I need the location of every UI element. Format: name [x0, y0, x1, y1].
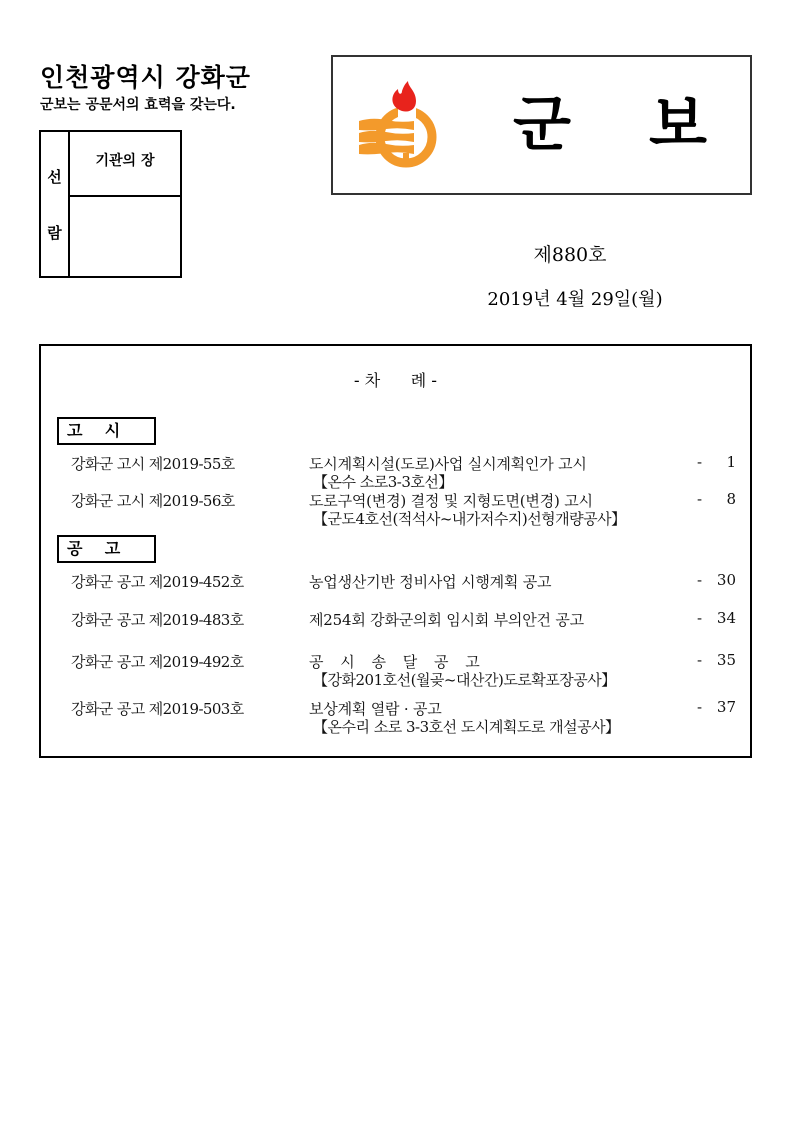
entry-page-number: 30	[716, 571, 736, 589]
entry-subject: 공 시 송 달 공 고	[309, 653, 486, 671]
entry-leader: -	[697, 698, 703, 716]
bulletin-title-char-2: 보	[648, 90, 707, 160]
entry-subject: 도시계획시설(도로)사업 실시계획인가 고시	[309, 455, 587, 473]
entry-subject: 제254회 강화군의회 임시회 부의안건 공고	[309, 611, 584, 629]
section-header-notices: 고 시	[57, 417, 156, 445]
entry-leader: -	[697, 453, 703, 471]
toc-title: - 차 례 -	[353, 371, 438, 390]
entry-subject: 보상계획 열람 · 공고	[309, 700, 442, 718]
entry-leader: -	[697, 651, 703, 669]
bulletin-legal-note: 군보는 공문서의 효력을 갖는다.	[40, 97, 236, 113]
entry-page-number: 37	[716, 698, 736, 716]
entry-leader: -	[697, 609, 703, 627]
entry-leader: -	[697, 571, 703, 589]
review-stamp-box	[39, 130, 182, 278]
entry-detail: 【강화201호선(월곶~대산간)도로확포장공사】	[313, 671, 616, 689]
review-side-label-bottom: 람	[47, 224, 62, 242]
issue-date: 2019년 4월 29일(월)	[487, 289, 663, 310]
review-side-label-top: 선	[47, 168, 62, 186]
entry-page-number: 1	[726, 453, 736, 471]
review-signature-area	[70, 195, 180, 276]
entry-detail: 【군도4호선(적석사~내가저수지)선형개량공사】	[313, 510, 626, 528]
entry-reference: 강화군 고시 제2019-56호	[71, 492, 235, 510]
entry-subject: 농업생산기반 정비사업 시행계획 공고	[309, 573, 552, 591]
bulletin-masthead	[331, 55, 752, 195]
bulletin-title	[513, 85, 707, 165]
entry-detail: 【온수 소로3-3호선】	[313, 473, 453, 491]
entry-reference: 강화군 공고 제2019-452호	[71, 573, 244, 591]
entry-reference: 강화군 공고 제2019-503호	[71, 700, 244, 718]
table-of-contents	[39, 344, 752, 758]
entry-reference: 강화군 공고 제2019-492호	[71, 653, 244, 671]
issue-number: 제880호	[533, 244, 607, 266]
entry-leader: -	[697, 490, 703, 508]
section-header-announcements: 공 고	[57, 535, 156, 563]
county-emblem-icon	[358, 81, 442, 171]
review-column-header: 기관의 장	[70, 132, 180, 197]
entry-page-number: 35	[716, 651, 736, 669]
entry-reference: 강화군 고시 제2019-55호	[71, 455, 235, 473]
organization-name: 인천광역시 강화군	[40, 63, 251, 92]
entry-subject: 도로구역(변경) 결정 및 지형도면(변경) 고시	[309, 492, 593, 510]
entry-page-number: 34	[716, 609, 736, 627]
bulletin-title-char-1: 군	[513, 90, 571, 160]
entry-reference: 강화군 공고 제2019-483호	[71, 611, 244, 629]
entry-detail: 【온수리 소로 3-3호선 도시계획도로 개설공사】	[313, 718, 620, 736]
entry-page-number: 8	[726, 490, 736, 508]
review-side-label	[41, 132, 70, 276]
